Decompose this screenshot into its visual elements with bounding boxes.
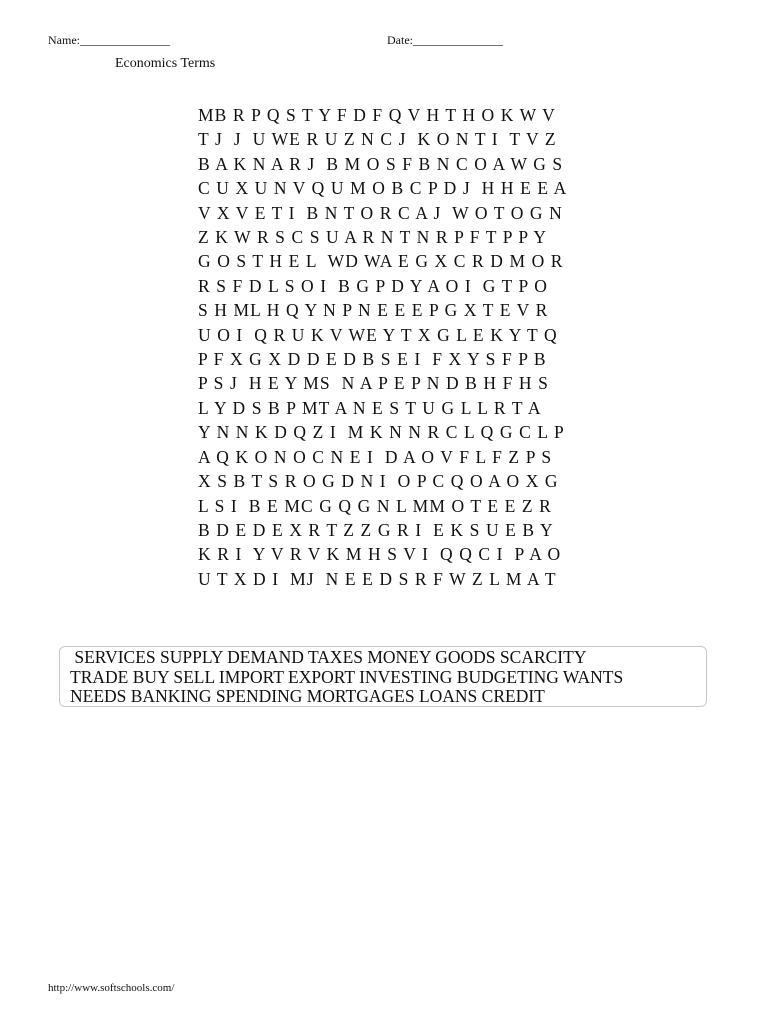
- grid-row: B A K N A R J B M O S F B N C O A W G S: [198, 153, 564, 174]
- date-field: Date:_______________: [387, 33, 503, 47]
- grid-row: Z K W R S C S U A R N T N R P F T P P Y: [198, 227, 548, 248]
- word-bank-line: SERVICES SUPPLY DEMAND TAXES MONEY GOODS SCARCITY: [70, 647, 587, 667]
- word-search-grid: [198, 103, 567, 591]
- grid-row: MB R P Q S T Y F D F Q V H T H O K W V: [198, 105, 556, 125]
- grid-row: R S F D L S O I B G P D Y A O I G T P O: [198, 275, 548, 296]
- grid-row: C U X U N V Q U M O B C P D J H H E E A: [198, 178, 568, 199]
- grid-row: S H ML H Q Y N P N E E E P G X T E V R: [198, 300, 549, 321]
- grid-row: G O S T H E L WD WA E G X C R D M O R: [198, 251, 564, 272]
- word-bank: [59, 646, 707, 707]
- grid-row: P F X G X D D E D B S E I F X Y S F P B: [198, 349, 547, 370]
- grid-row: L Y D S B P MT A N E S T U G L L R T A: [198, 397, 542, 418]
- name-field: Name:_______________: [48, 33, 170, 47]
- grid-row: A Q K O N O C N E I D A O V F L F Z P S: [198, 446, 553, 467]
- grid-row: U T X D I MJ N E E D S R F W Z L M A T: [198, 568, 557, 589]
- worksheet-title: Economics Terms: [115, 56, 216, 71]
- grid-row: U O I Q R U K V WE Y T X G L E K Y T Q: [198, 324, 558, 345]
- footer-url: http://www.softschools.com/: [48, 982, 175, 994]
- grid-row: L S I B E MC G Q G N L MM O T E E Z R: [198, 495, 552, 516]
- word-bank-line: TRADE BUY SELL IMPORT EXPORT INVESTING BUDGETING WANTS: [70, 666, 624, 687]
- grid-row: B D E D E X R T Z Z G R I E K S U E B Y: [198, 519, 554, 540]
- grid-row: P S J H E Y MS N A P E P N D B H F H S: [198, 373, 549, 394]
- grid-row: V X V E T I B N T O R C A J W O T O G N: [198, 202, 563, 223]
- grid-row: T J J U WE R U Z N C J K O N T I T V Z: [198, 129, 557, 150]
- grid-row: X S B T S R O G D N I O P C Q O A O X G: [198, 471, 559, 492]
- grid-row: K R I Y V R V K M H S V I Q Q C I P A O: [198, 544, 562, 565]
- word-bank-line: NEEDS BANKING SPENDING MORTGAGES LOANS CREDIT: [70, 686, 545, 706]
- grid-row: Y N N K D Q Z I M K N N R C L Q G C L P: [198, 422, 565, 443]
